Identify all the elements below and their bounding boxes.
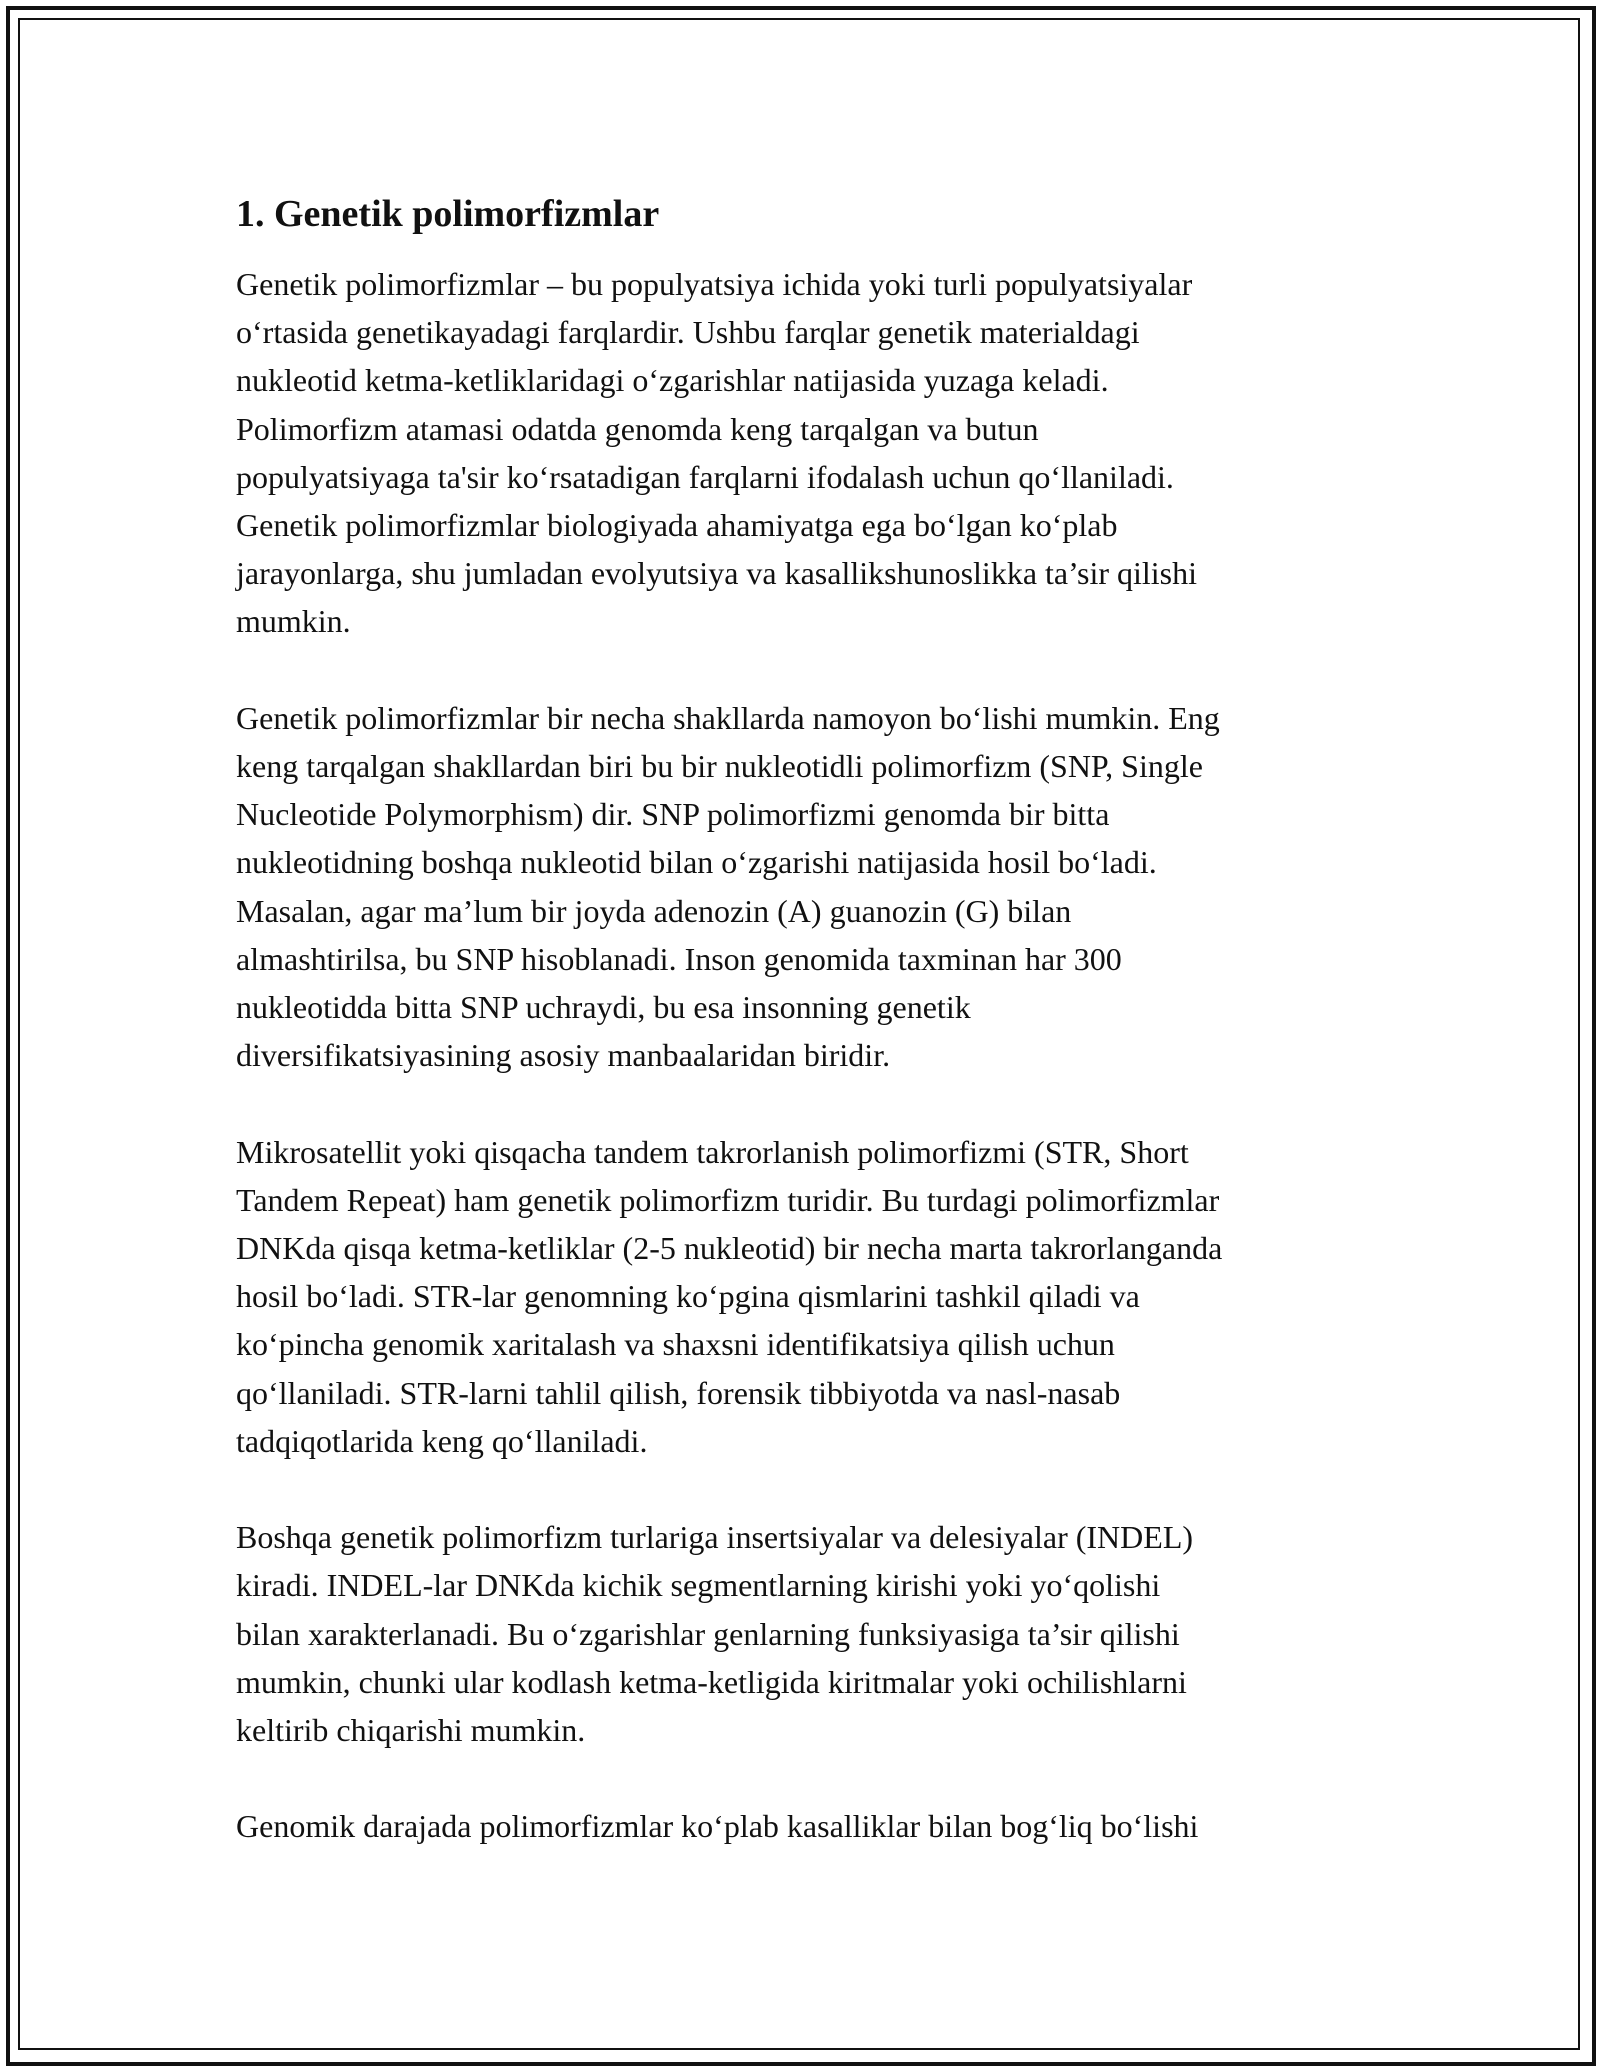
text-line: DNKda qisqa ketma-ketliklar (2-5 nukleotid) bir necha marta takrorlanganda: [236, 1230, 1223, 1267]
text-line: Boshqa genetik polimorfizm turlariga insertsiyalar va delesiyalar (INDEL): [236, 1519, 1194, 1556]
text-line: Genomik darajada polimorfizmlar ko‘plab kasalliklar bilan bog‘liq bo‘lishi: [236, 1808, 1199, 1845]
text-line: tadqiqotlarida keng qo‘llaniladi.: [236, 1422, 648, 1459]
text-line: nukleotidda bitta SNP uchraydi, bu esa insonning genetik: [236, 989, 971, 1026]
text-line: keltirib chiqarishi mumkin.: [236, 1712, 586, 1749]
paragraph-3: [236, 1128, 1386, 1465]
text-line: qo‘llaniladi. STR-larni tahlil qilish, forensik tibbiyotda va nasl-nasab: [236, 1374, 1121, 1411]
text-line: Genetik polimorfizmlar bir necha shakllarda namoyon bo‘lishi mumkin. Eng: [236, 699, 1220, 736]
paragraph-2: [236, 694, 1386, 1080]
section-heading: 1. Genetik polimorfizmlar: [236, 193, 660, 235]
text-line: o‘rtasida genetikayadagi farqlardir. Ushbu farqlar genetik materialdagi: [236, 314, 1140, 351]
text-line: Nucleotide Polymorphism) dir. SNP polimorfizmi genomda bir bitta: [236, 796, 1110, 833]
document-body: [236, 190, 1386, 1899]
text-line: Tandem Repeat) ham genetik polimorfizm turidir. Bu turdagi polimorfizmlar: [236, 1181, 1220, 1218]
text-line: almashtirilsa, bu SNP hisoblanadi. Inson genomida taxminan har 300: [236, 940, 1122, 977]
text-line: Genetik polimorfizmlar – bu populyatsiya ichida yoki turli populyatsiyalar: [236, 266, 1193, 302]
text-line: hosil bo‘ladi. STR-lar genomning ko‘pgina qismlarini tashkil qiladi va: [236, 1278, 1140, 1315]
paragraph-5: [236, 1802, 1386, 1850]
text-line: Mikrosatellit yoki qisqacha tandem takrorlanish polimorfizmi (STR, Short: [236, 1133, 1189, 1170]
text-line: keng tarqalgan shakllardan biri bu bir nukleotidli polimorfizm (SNP, Single: [236, 748, 1203, 785]
text-line: bilan xarakterlanadi. Bu o‘zgarishlar genlarning funksiyasiga ta’sir qilishi: [236, 1615, 1180, 1652]
text-line: kiradi. INDEL-lar DNKda kichik segmentlarning kirishi yoki yo‘qolishi: [236, 1567, 1161, 1604]
text-line: Masalan, agar ma’lum bir joyda adenozin (A) guanozin (G) bilan: [236, 892, 1072, 929]
text-line: diversifikatsiyasining asosiy manbaalaridan biridir.: [236, 1037, 891, 1074]
text-line: jarayonlarga, shu jumladan evolyutsiya va kasallikshunoslikka ta’sir qilishi: [236, 555, 1198, 592]
paragraph-4: [236, 1513, 1386, 1754]
text-line: nukleotid ketma-ketliklaridagi o‘zgarishlar natijasida yuzaga keladi.: [236, 362, 1109, 399]
text-line: Polimorfizm atamasi odatda genomda keng tarqalgan va butun: [236, 410, 1039, 447]
text-line: ko‘pincha genomik xaritalash va shaxsni identifikatsiya qilish uchun: [236, 1326, 1115, 1363]
text-line: nukleotidning boshqa nukleotid bilan o‘zgarishi natijasida hosil bo‘ladi.: [236, 844, 1157, 881]
text-line: populyatsiyaga ta'sir ko‘rsatadigan farqlarni ifodalash uchun qo‘llaniladi.: [236, 458, 1174, 495]
text-line: Genetik polimorfizmlar biologiyada ahamiyatga ega bo‘lgan ko‘plab: [236, 507, 1118, 544]
text-line: mumkin, chunki ular kodlash ketma-ketligida kiritmalar yoki ochilishlarni: [236, 1663, 1187, 1700]
text-line: mumkin.: [236, 603, 351, 640]
paragraph-1: [236, 260, 1386, 646]
